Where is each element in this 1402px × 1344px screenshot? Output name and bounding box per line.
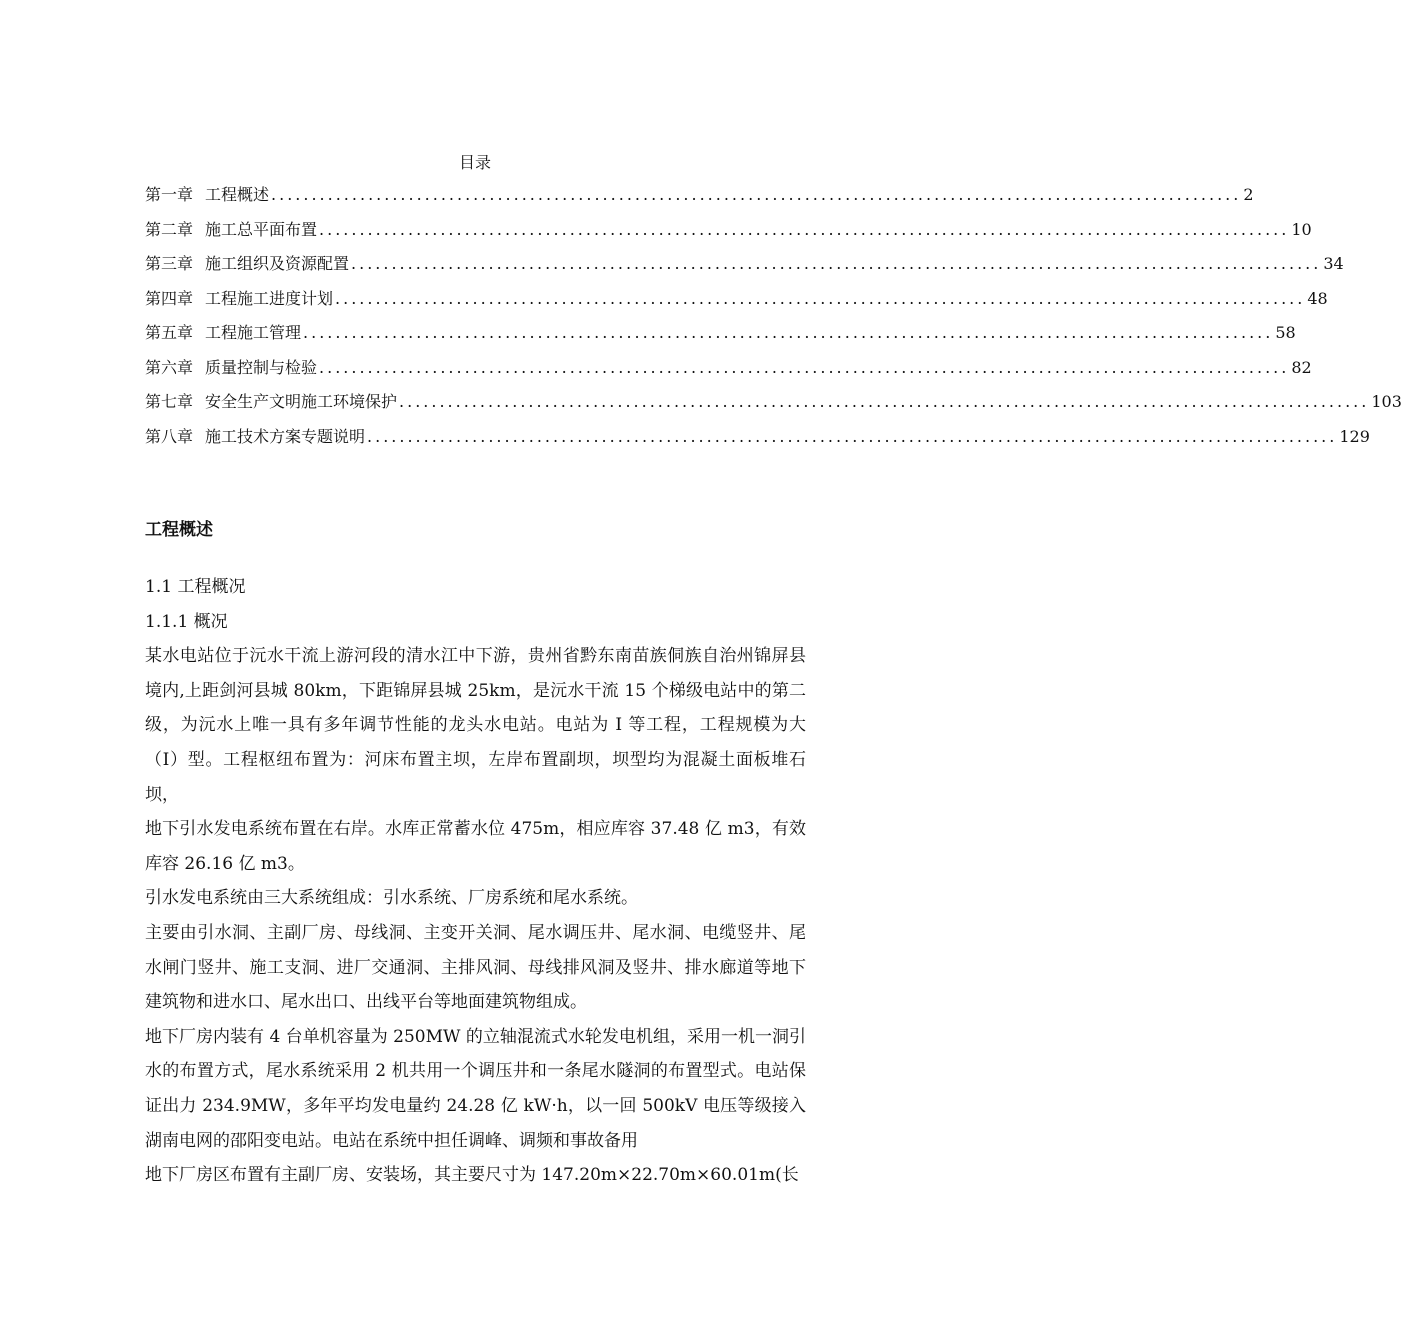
body-paragraph: 地下引水发电系统布置在右岸。水库正常蓄水位 475m，相应库容 37.48 亿 m3，有效库容 26.16 亿 m3。 (145, 819, 806, 874)
toc-leader-dots: ........................................................................................................................ (303, 323, 1274, 342)
toc-page-number: 48 (1307, 288, 1328, 308)
toc-page-number: 10 (1291, 219, 1312, 239)
toc-leader-dots: ........................................................................................................................ (319, 357, 1290, 377)
body-paragraph: 地下厂房内装有 4 台单机容量为 250MW 的立轴混流式水轮发电机组，采用一机一洞引水的布置方式，尾水系统采用 2 机共用一个调压井和一条尾水隧洞的布置型式。电站保证出力 234.9MW，多年平均发电量约 24.28 亿 kW·h，以一回 500kV 电压等级接入湖南电网的邵阳变电站。电站在系统中担任调峰、调频和事故备用 (145, 1026, 806, 1151)
body-paragraph: 地下厂房区布置有主副厂房、安装场，其主要尺寸为 147.20m×22.70m×60.01m(长 (145, 1165, 799, 1186)
toc-leader-dots: ........................................................................................................................ (335, 288, 1306, 308)
toc-entry[interactable] (145, 219, 1312, 254)
toc-leader-dots: ........................................................................................................................ (351, 254, 1322, 273)
toc-page-number: 34 (1323, 254, 1344, 273)
section-heading: 工程概述 (145, 520, 213, 540)
toc-entry[interactable] (145, 184, 1254, 219)
table-of-contents (145, 184, 1402, 460)
toc-chapter-number: 第二章 (145, 219, 194, 239)
toc-chapter-number: 第一章 (145, 185, 194, 204)
subsection-heading: 1.1 工程概况 (145, 577, 246, 597)
section-body (145, 570, 806, 1193)
toc-chapter-number: 第八章 (145, 426, 194, 446)
toc-chapter-number: 第六章 (145, 357, 194, 377)
body-paragraph: 主要由引水洞、主副厂房、母线洞、主变开关洞、尾水调压井、尾水洞、电缆竖井、尾水闸门竖井、施工支洞、进厂交通洞、主排风洞、母线排风洞及竖井、排水廊道等地下建筑物和进水口、尾水出口、出线平台等地面建筑物组成。 (145, 922, 806, 1013)
toc-chapter-name: 施工技术方案专题说明 (205, 426, 366, 446)
toc-chapter-name: 工程施工进度计划 (205, 288, 334, 308)
body-paragraph: 引水发电系统由三大系统组成：引水系统、厂房系统和尾水系统。 (145, 888, 638, 909)
toc-chapter-name: 质量控制与检验 (205, 357, 318, 377)
body-paragraph: 某水电站位于沅水干流上游河段的清水江中下游，贵州省黔东南苗族侗族自治州锦屏县境内,上距剑河县城 80km，下距锦屏县城 25km，是沅水干流 15 个梯级电站中的第二级，为沅水上唯一具有多年调节性能的龙头水电站。电站为 I 等工程，工程规模为大（I）型。工程枢纽布置为：河床布置主坝，左岸布置副坝，坝型均为混凝土面板堆石坝， (145, 646, 806, 805)
toc-leader-dots: ........................................................................................................................ (319, 219, 1290, 239)
toc-chapter-number: 第四章 (145, 288, 194, 308)
toc-chapter-name: 工程概述 (205, 185, 270, 204)
toc-chapter-number: 第七章 (145, 392, 194, 411)
toc-chapter-number: 第五章 (145, 323, 194, 342)
toc-entry[interactable] (145, 426, 1370, 461)
toc-entry[interactable] (145, 322, 1296, 357)
toc-entry[interactable] (145, 288, 1328, 323)
toc-leader-dots: ........................................................................................................................ (271, 185, 1242, 204)
toc-page-number: 129 (1339, 426, 1370, 446)
toc-entry[interactable] (145, 391, 1402, 426)
subsubsection-heading: 1.1.1 概况 (145, 611, 228, 632)
toc-chapter-number: 第三章 (145, 254, 194, 273)
toc-page-number: 103 (1371, 392, 1402, 411)
toc-chapter-name: 施工总平面布置 (205, 219, 318, 239)
toc-page-number: 58 (1275, 323, 1296, 342)
toc-chapter-name: 工程施工管理 (205, 323, 302, 342)
toc-entry[interactable] (145, 357, 1312, 392)
toc-title: 目录 (458, 153, 491, 172)
toc-leader-dots: ........................................................................................................................ (367, 426, 1338, 446)
toc-page-number: 2 (1243, 185, 1254, 204)
toc-entry[interactable] (145, 253, 1344, 288)
toc-chapter-name: 安全生产文明施工环境保护 (205, 392, 398, 411)
toc-chapter-name: 施工组织及资源配置 (205, 254, 350, 273)
toc-leader-dots: ........................................................................................................................ (399, 392, 1370, 411)
toc-page-number: 82 (1291, 357, 1312, 377)
